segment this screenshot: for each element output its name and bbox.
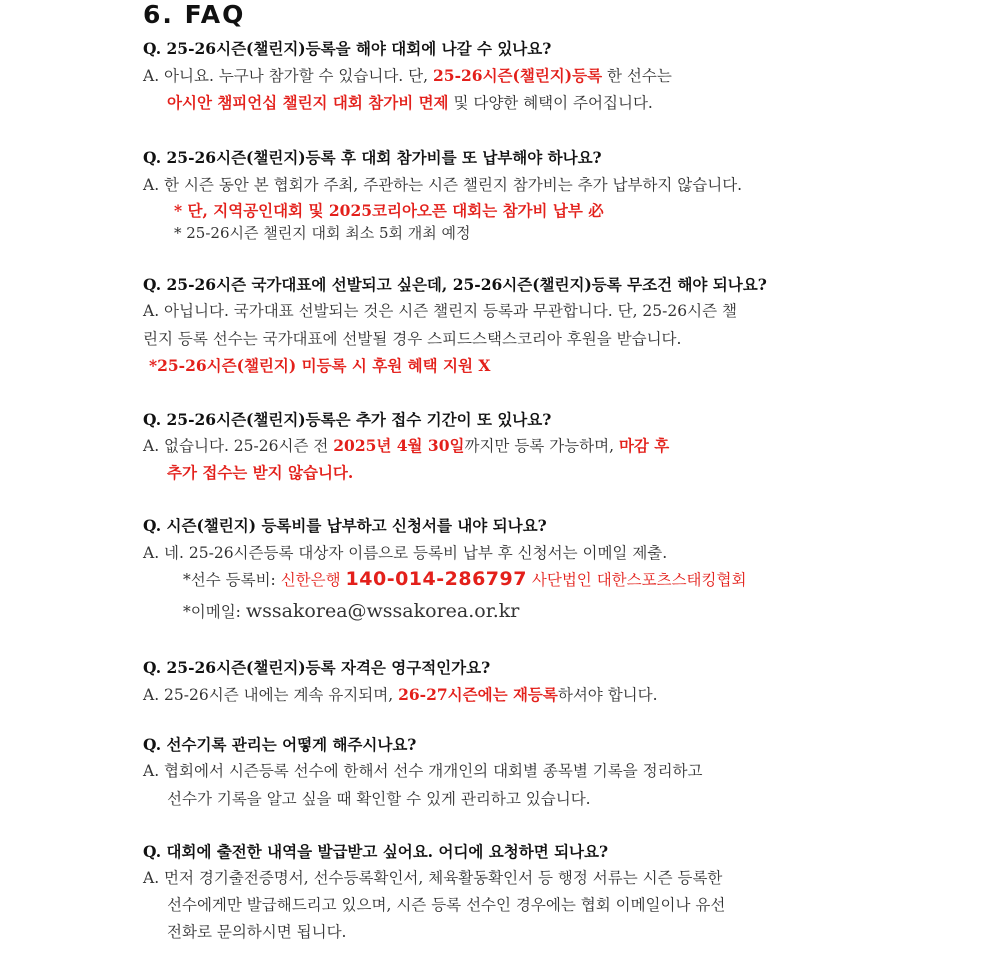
faq1-answer-text: 한 선수는 xyxy=(602,67,672,85)
faq8-answer-cont: 선수에게만 발급해드리고 있으며, 시즌 등록 선수인 경우에는 협회 이메일이나 유선 xyxy=(167,896,726,914)
faq4-answer-cont: 추가 접수는 받지 않습니다. xyxy=(167,463,354,482)
faq5-fee-line xyxy=(183,568,746,591)
faq6-answer xyxy=(143,684,658,706)
faq4-answer-text: A. 없습니다. 25-26시즌 전 xyxy=(143,437,334,455)
faq6-answer-highlight: 26-27시즌에는 재등록 xyxy=(398,685,558,704)
faq4-question: Q. 25-26시즌(챌린지)등록은 추가 접수 기간이 또 있나요? xyxy=(143,410,552,429)
faq4-answer-highlight: 마감 후 xyxy=(618,436,670,455)
faq1-answer-text: A. 아니요. 누구나 참가할 수 있습니다. 단, xyxy=(143,67,433,85)
faq1-question: Q. 25-26시즌(챌린지)등록을 해야 대회에 나갈 수 있나요? xyxy=(143,39,552,58)
section-title: 6. FAQ xyxy=(143,0,246,29)
faq1-answer-highlight: 아시안 챔피언십 챌린지 대회 참가비 면제 xyxy=(167,93,449,112)
faq5-fee-label: *선수 등록비: xyxy=(183,571,281,589)
faq4-answer xyxy=(143,435,669,457)
faq1-answer-highlight: 25-26시즌(챌린지)등록 xyxy=(433,66,603,85)
faq5-account-holder: 사단법인 대한스포츠스태킹협회 xyxy=(526,571,747,589)
faq8-question: Q. 대회에 출전한 내역을 발급받고 싶어요. 어디에 요청하면 되나요? xyxy=(143,842,609,861)
faq5-email: wssakorea@wssakorea.or.kr xyxy=(245,600,520,622)
faq5-answer: A. 네. 25-26시즌등록 대상자 이름으로 등록비 납부 후 신청서는 이메일 제출. xyxy=(143,544,668,562)
faq6-answer-text: 하셔야 합니다. xyxy=(557,686,658,704)
faq1-answer-cont xyxy=(167,92,653,114)
faq8-answer-cont: 전화로 문의하시면 됩니다. xyxy=(167,923,347,941)
faq5-email-line xyxy=(183,600,519,623)
faq6-question: Q. 25-26시즌(챌린지)등록 자격은 영구적인가요? xyxy=(143,658,491,677)
faq6-answer-text: A. 25-26시즌 내에는 계속 유지되며, xyxy=(143,686,399,704)
faq3-question: Q. 25-26시즌 국가대표에 선발되고 싶은데, 25-26시즌(챌린지)등록 무조건 해야 되나요? xyxy=(143,275,767,294)
faq1-answer xyxy=(143,65,672,87)
faq2-note-red: * 단, 지역공인대회 및 2025코리아오픈 대회는 참가비 납부 必 xyxy=(174,201,604,220)
faq7-answer-cont: 선수가 기록을 알고 싶을 때 확인할 수 있게 관리하고 있습니다. xyxy=(167,790,591,808)
faq5-account-number: 140-014-286797 xyxy=(345,568,527,590)
faq3-answer-cont: 린지 등록 선수는 국가대표에 선발될 경우 스피드스택스코리아 후원을 받습니다. xyxy=(143,330,682,348)
faq2-answer: A. 한 시즌 동안 본 협회가 주최, 주관하는 시즌 챌린지 참가비는 추가 납부하지 않습니다. xyxy=(143,176,743,194)
faq3-note-red: *25-26시즌(챌린지) 미등록 시 후원 혜택 지원 X xyxy=(149,356,491,375)
faq1-answer-text: 및 다양한 혜택이 주어집니다. xyxy=(448,94,653,112)
faq8-answer: A. 먼저 경기출전증명서, 선수등록확인서, 체육활동확인서 등 행정 서류는 시즌 등록한 xyxy=(143,869,723,887)
faq7-answer: A. 협회에서 시즌등록 선수에 한해서 선수 개개인의 대회별 종목별 기록을 정리하고 xyxy=(143,762,703,780)
faq3-answer: A. 아닙니다. 국가대표 선발되는 것은 시즌 챌린지 등록과 무관합니다. 단, 25-26시즌 챌 xyxy=(143,302,737,320)
faq7-question: Q. 선수기록 관리는 어떻게 해주시나요? xyxy=(143,735,417,754)
faq2-question: Q. 25-26시즌(챌린지)등록 후 대회 참가비를 또 납부해야 하나요? xyxy=(143,148,602,167)
faq5-bank: 신한은행 xyxy=(280,571,346,589)
faq5-question: Q. 시즌(챌린지) 등록비를 납부하고 신청서를 내야 되나요? xyxy=(143,516,547,535)
faq5-email-label: *이메일: xyxy=(183,603,246,621)
faq2-note: * 25-26시즌 챌린지 대회 최소 5회 개최 예정 xyxy=(174,224,471,242)
faq4-deadline: 2025년 4월 30일 xyxy=(333,436,465,455)
faq4-answer-text: 까지만 등록 가능하며, xyxy=(464,437,619,455)
